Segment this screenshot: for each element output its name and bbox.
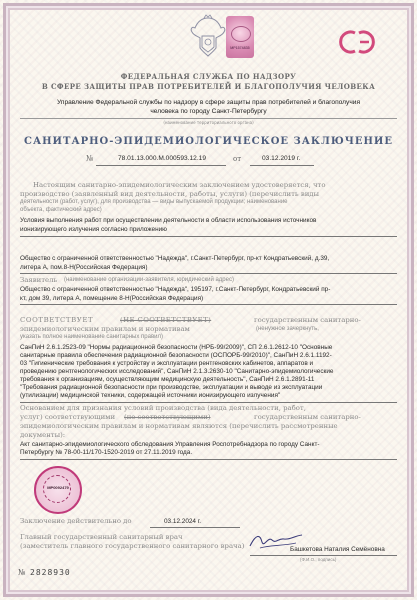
emblem-icon	[189, 14, 227, 58]
organization-rule	[20, 273, 397, 274]
agency-line1: ФЕДЕРАЛЬНАЯ СЛУЖБА ПО НАДЗОРУ	[120, 72, 297, 81]
grounds-line2-strike: (не соответствующими)	[124, 413, 211, 421]
applicant-line1: Общество с ограниченной ответственностью "Надежда", 195197, г.Санкт-Петербург, Кондратьевский пр-	[20, 286, 331, 293]
applicant-label: Заявитель	[20, 276, 58, 284]
hologram-seal	[226, 16, 254, 58]
rules-line1: СанПиН 2.6.1.2523-09 "Нормы радиационной безопасности (НРБ-99/2009)", СП 2.6.1.2612-10 "Основные	[20, 344, 333, 351]
activity-rule	[20, 236, 397, 237]
department-line2: человека по городу Санкт-Петербургу	[150, 108, 267, 115]
stamp-serial: МР0092479	[47, 485, 69, 490]
intro-line3: деятельности (работ, услуг), для производства — виды выпускаемой продукции; наименование	[20, 199, 288, 205]
document-line2: Петербургу № 78-00-11/170-1520-2019 от 27.11.2019 года.	[20, 449, 193, 456]
activity-line1: Условия выполнения работ при осуществлении деятельности в области использования источников	[20, 217, 317, 224]
grounds-line4: документы):	[20, 431, 66, 439]
compliance-line2-hint: (ненужное зачеркнуть,	[256, 326, 319, 332]
agency-line2: В СФЕРЕ ЗАЩИТЫ ПРАВ ПОТРЕБИТЕЛЕЙ И БЛАГОПОЛУЧИЯ ЧЕЛОВЕКА	[41, 82, 376, 91]
compliance-line2: эпидемиологическим правилам и нормативам	[20, 325, 190, 333]
department-line1: Управление Федеральной службы по надзору в сфере защиты прав потребителей и благополучия	[56, 99, 361, 106]
validity-label: Заключение действительно до	[20, 517, 132, 525]
page-title: САНИТАРНО-ЭПИДЕМИОЛОГИЧЕСКОЕ ЗАКЛЮЧЕНИЕ	[24, 136, 393, 147]
rules-line4: проведению рентгенологических исследований", СанПиН 2.1.3.2630-10 "Санитарно-эпидемиологические	[20, 368, 334, 375]
se-logo-icon	[338, 27, 382, 57]
rules-rule	[20, 402, 397, 403]
validity-underline	[150, 527, 240, 528]
rules-line6: "Требования радиационной безопасности при производстве, эксплуатации и выводе из эксплуатации	[20, 384, 323, 391]
certificate-date: 03.12.2019 г.	[262, 155, 301, 162]
document-rule	[20, 459, 397, 460]
intro-line1: Настоящим санитарно-эпидемиологическим заключением удостоверяется, что	[33, 181, 326, 189]
document-line1: Акт санитарно-эпидемиологического обследования Управления Роспотребнадзора по городу Санкт-	[20, 441, 320, 448]
compliance-word: СООТВЕТСТВУЕТ	[20, 316, 94, 324]
signature-role-line1: Главный государственный санитарный врач	[20, 533, 183, 541]
compliance-line1-rest: государственным санитарно-	[254, 316, 361, 324]
date-underline	[250, 165, 314, 166]
from-label: от	[233, 155, 242, 163]
official-stamp	[34, 466, 82, 514]
applicant-hint: (наименование организации-заявителя, юридический адрес)	[64, 277, 234, 283]
applicant-line2: кт, дом 39, литера А, помещение 8-Н(Российская Федерация)	[20, 295, 204, 302]
serial-label: №	[18, 568, 26, 577]
hologram-serial: МР1574835	[230, 46, 250, 50]
grounds-line2a: услуг) соответствующими	[20, 413, 116, 421]
rules-line2: санитарные правила обеспечения радиационной безопасности (ОСПОРБ-99/2010)", СанПиН 2.6.1.1192-	[20, 352, 332, 359]
grounds-line2b: государственным санитарно-	[254, 413, 361, 421]
grounds-line3: эпидемиологическим правилам и нормативам являются (перечислить рассмотренные	[20, 422, 338, 430]
department-hint: (наименование территориального органа)	[163, 120, 254, 125]
validity-date: 03.12.2024 г.	[164, 518, 202, 525]
rules-line7: (утилизации) медицинской техники, содержащей источники ионизирующего излучения"	[20, 392, 281, 399]
serial-number: 2828930	[30, 568, 71, 577]
compliance-line3: указать полное наименование санитарных правил)	[20, 334, 163, 340]
rules-line3: 03 "Гигиенические требования к устройству и эксплуатации рентгеновских кабинетов, аппаратов и	[20, 360, 314, 367]
intro-line4: объекта, фактический адрес)	[20, 207, 102, 213]
signature-role-line2: (заместитель главного государственного санитарного врача)	[20, 542, 245, 550]
organization-line2: литера А, пом.8-Н(Российская Федерация)	[20, 264, 148, 271]
signature-hint: (Ф.И.О., подпись)	[300, 557, 337, 562]
number-label: №	[86, 154, 94, 163]
certificate-number: 78.01.13.000.М.000593.12.19	[118, 155, 206, 162]
compliance-strike-word: (НЕ СООТВЕТСТВУЕТ)	[120, 316, 212, 324]
activity-line2: ионизирующего излучения согласно приложению	[20, 226, 167, 233]
number-underline	[96, 165, 226, 166]
intro-line2: производство (заявленный вид деятельности, работы, услуги) (перечислить виды	[20, 190, 320, 198]
applicant-rule	[20, 304, 397, 305]
hologram-circle	[231, 26, 251, 42]
grounds-line1: Основанием для признания условий производства (вида деятельности, работ,	[20, 404, 306, 412]
signatory-name: Башкетова Наталия Семёновна	[290, 546, 385, 553]
rules-line5: требования к организациям, осуществляющим медицинскую деятельность", СанПиН 2.6.1.2891-11	[20, 376, 315, 383]
organization-line1: Общество с ограниченной ответственностью "Надежда", г.Санкт-Петербург, пр-кт Кондратьевский, д.39,	[20, 255, 330, 262]
